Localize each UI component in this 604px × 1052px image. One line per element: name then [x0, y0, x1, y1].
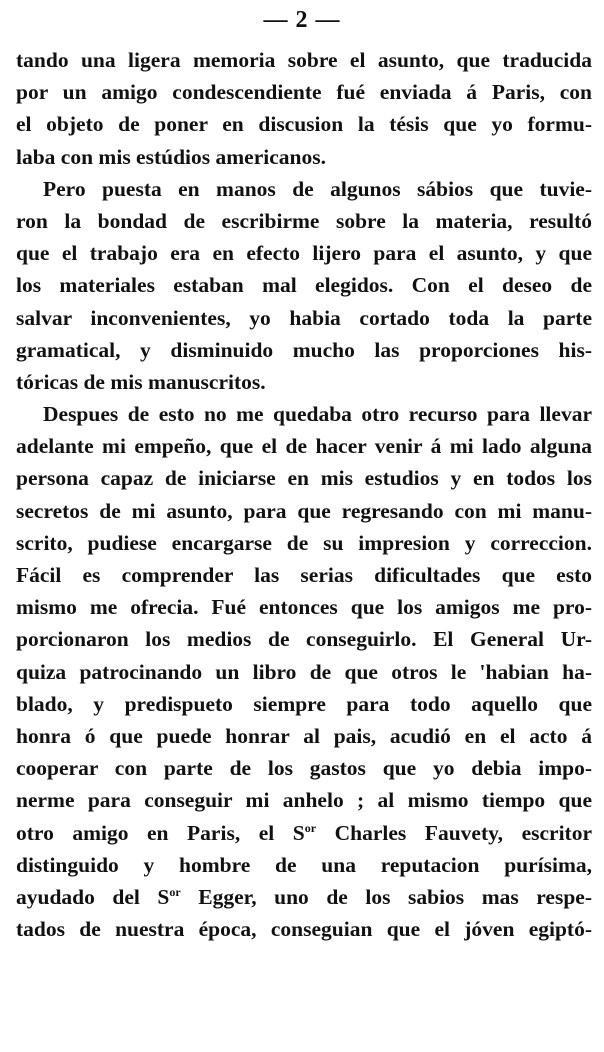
- text-line: mismo me ofrecia. Fué entonces que los amigos me pro-: [16, 595, 592, 620]
- body-text: [16, 44, 592, 945]
- paragraph-3: [16, 398, 592, 945]
- paragraph-1: [16, 44, 592, 173]
- text-line: ron la bondad de escribirme sobre la materia, resultó: [16, 208, 592, 233]
- text-line: laba con mis estúdios americanos.: [16, 144, 326, 169]
- text-line: nerme para conseguir mi anhelo ; al mismo tiempo que: [16, 788, 592, 813]
- text-line: honra ó que puede honrar al pais, acudió en el acto á: [16, 723, 592, 748]
- text-line: otro amigo en Paris, el $S^{or}$ Charles Fauvety, escritor: [16, 820, 592, 845]
- page-number: — 2 —: [263, 7, 341, 33]
- text-line: por un amigo condescendiente fué enviada á Paris, con: [16, 80, 592, 105]
- text-line: adelante mi empeño, que el de hacer venir á mi lado alguna: [16, 434, 592, 459]
- text-line: cooperar con parte de los gastos que yo debia impo-: [16, 756, 592, 781]
- text-line: gramatical, y disminuido mucho las proporciones his-: [16, 337, 592, 362]
- text-line: el objeto de poner en discusion la tésis que yo formu-: [16, 112, 592, 137]
- text-line: Fácil es comprender las serias dificultades que esto: [16, 563, 592, 587]
- text-line: tados de nuestra época, conseguian que el jóven egiptó-: [16, 917, 592, 942]
- text-line: Despues de esto no me quedaba otro recurso para llevar: [43, 402, 592, 427]
- text-line: secretos de mi asunto, para que regresando con mi manu-: [16, 498, 592, 523]
- text-line: quiza patrocinando un libro de que otros le 'habian ha-: [16, 659, 592, 684]
- text-line: que el trabajo era en efecto lijero para el asunto, y que: [16, 241, 592, 266]
- text-line: salvar inconvenientes, yo habia cortado toda la parte: [16, 305, 592, 330]
- text-line: ayudado del $S^{or}$ Egger, uno de los sabios mas respe-: [16, 884, 592, 909]
- text-line: tóricas de mis manuscritos.: [16, 369, 266, 394]
- text-line: blado, y predispueto siempre para todo aquello que: [16, 691, 592, 716]
- text-line: persona capaz de iniciarse en mis estudios y en todos los: [16, 466, 592, 491]
- paragraph-2: [16, 173, 592, 398]
- text-line: los materiales estaban mal elegidos. Con el deseo de: [16, 273, 592, 298]
- text-line: porcionaron los medios de conseguirlo. El General Ur-: [16, 627, 592, 652]
- text-line: distinguido y hombre de una reputacion purísima,: [16, 852, 592, 877]
- text-line: tando una ligera memoria sobre el asunto, que traducida: [16, 48, 592, 72]
- text-line: scrito, pudiese encargarse de su impresion y correccion.: [16, 530, 592, 555]
- text-line: Pero puesta en manos de algunos sábios que tuvie-: [43, 176, 592, 201]
